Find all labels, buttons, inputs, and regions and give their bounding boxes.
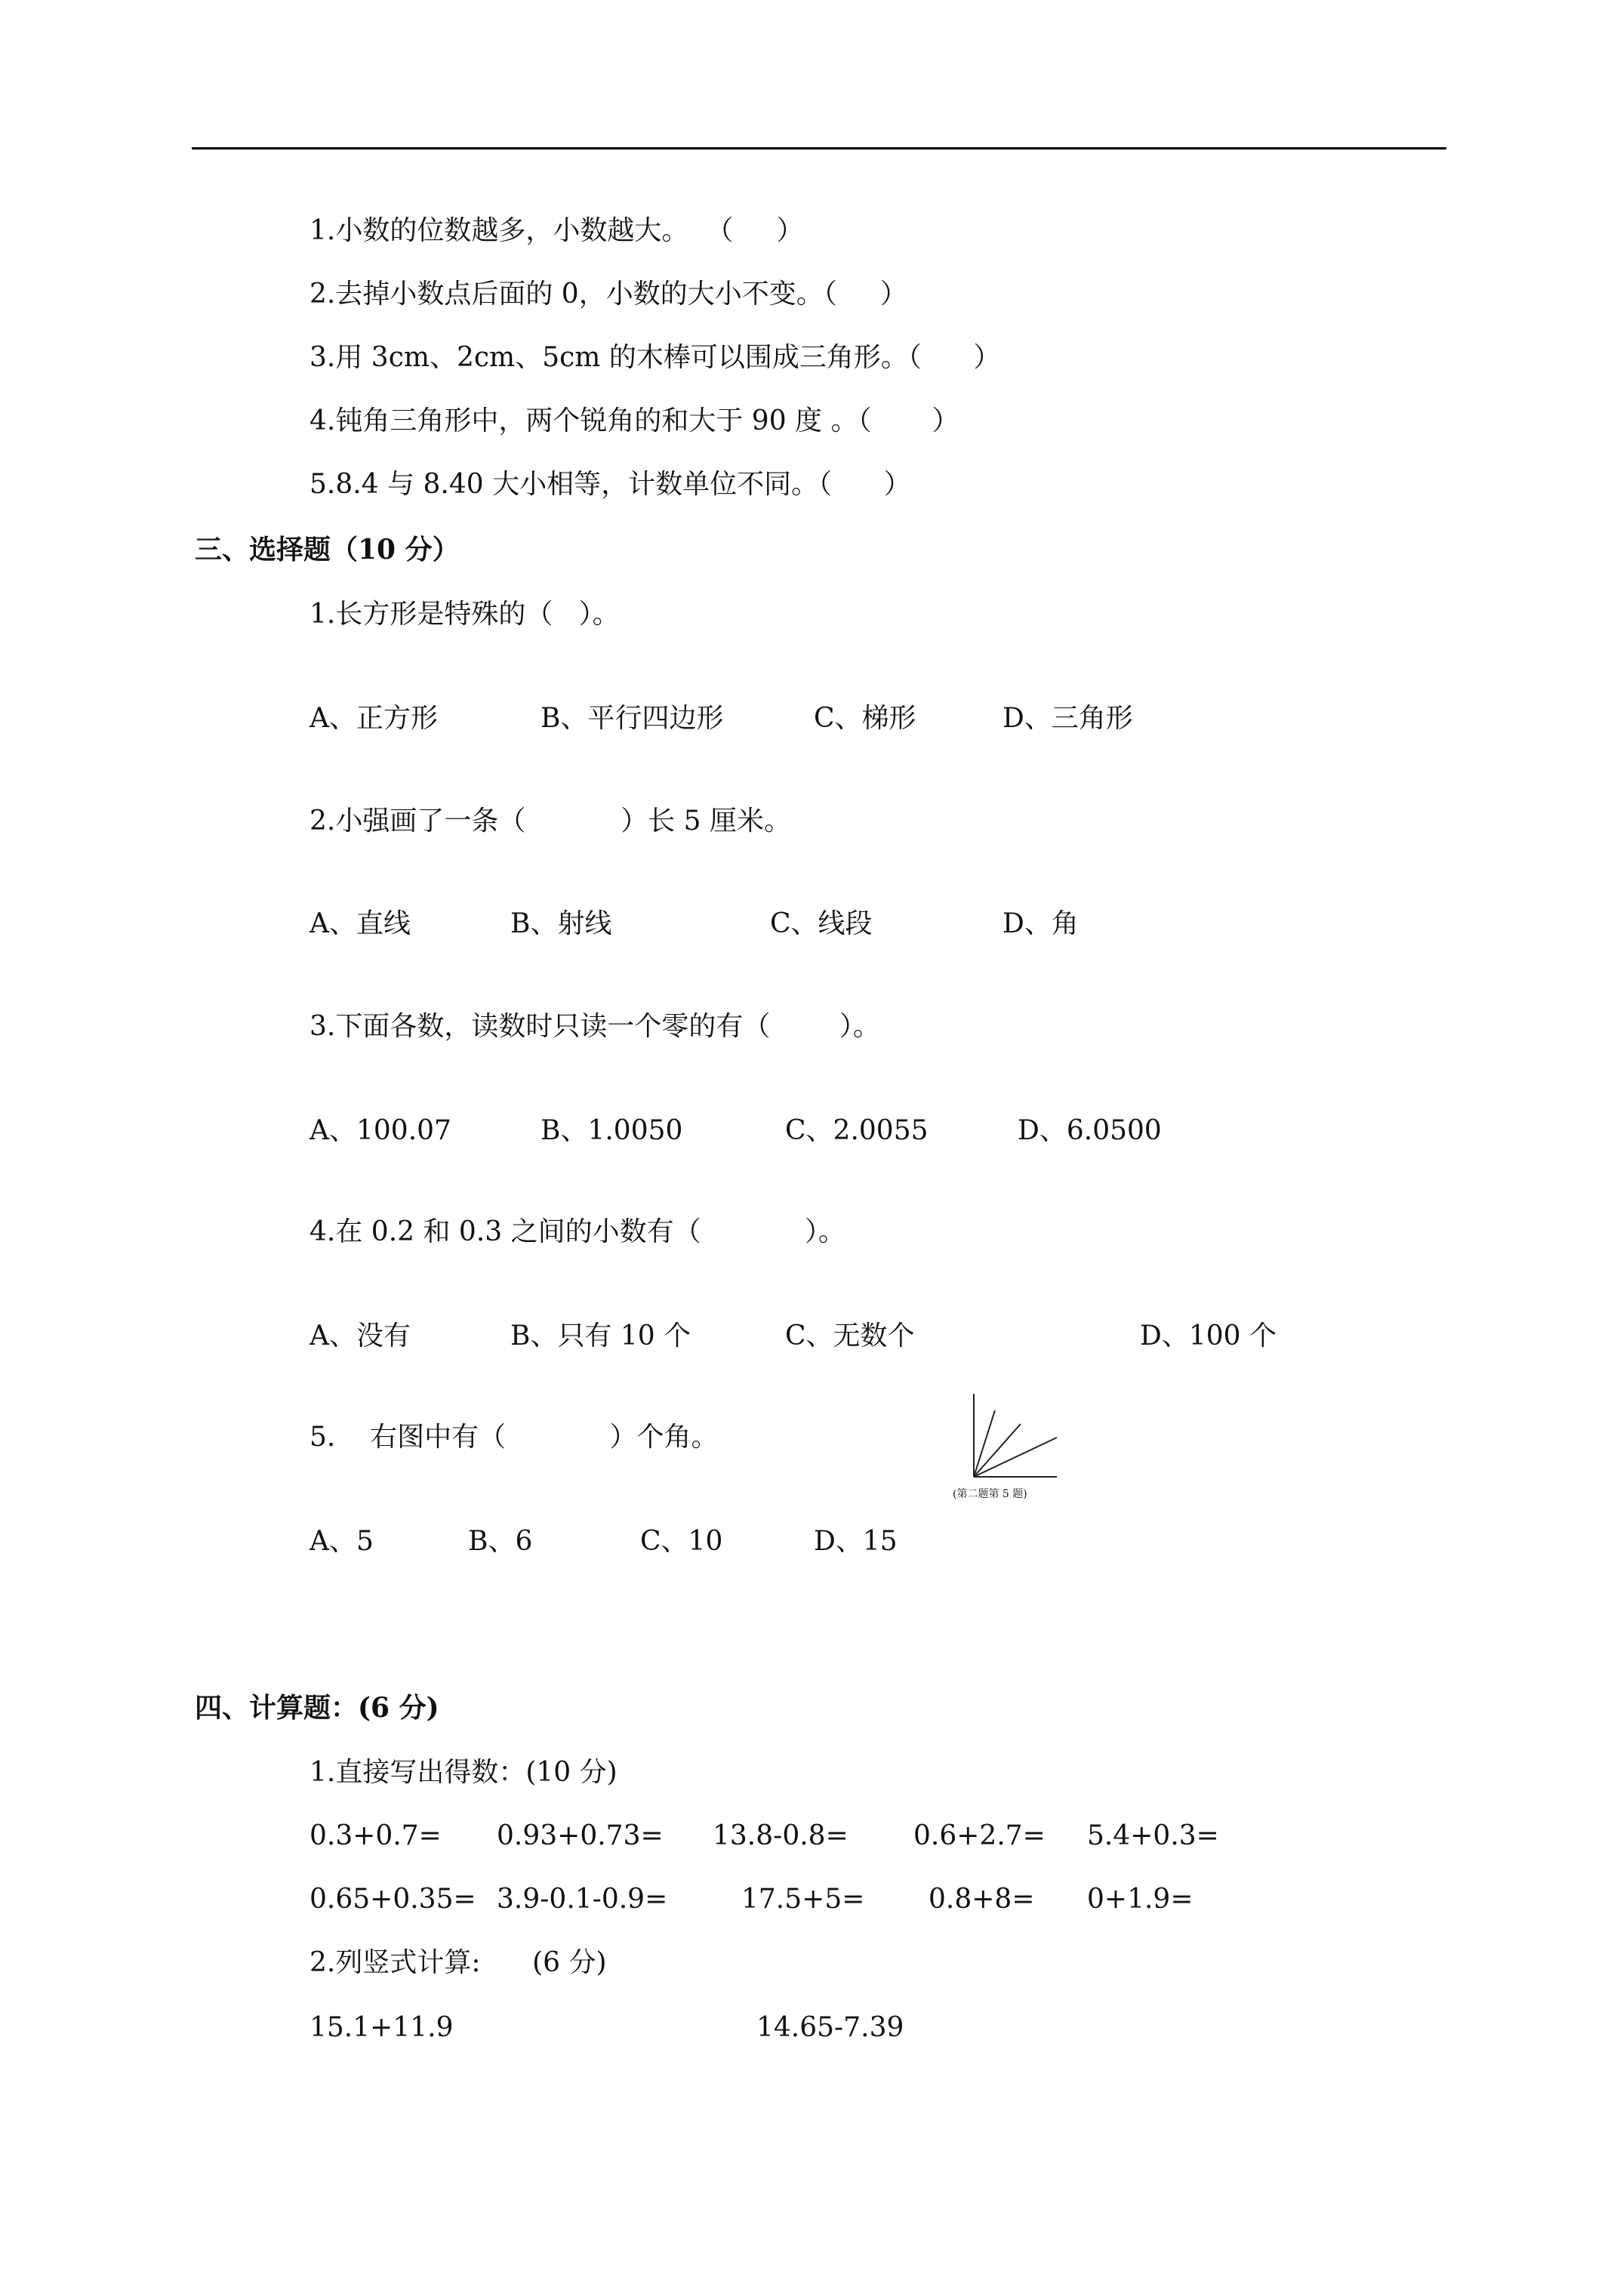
calc-vertical-item-2: 14.65-7.39 <box>756 2012 904 2043</box>
choice-q3-option-d: D、6.0500 <box>1018 1115 1162 1146</box>
choice-q2-stem: 2.小强画了一条（ ）长 5 厘米。 <box>310 806 792 837</box>
judgement-item-2: 2.去掉小数点后面的 0，小数的大小不变。（ ） <box>310 279 907 310</box>
choice-q5-option-b: B、6 <box>468 1526 533 1557</box>
choice-q4-stem: 4.在 0.2 和 0.3 之间的小数有（ ）。 <box>310 1216 845 1247</box>
choice-q3-option-c: C、2.0055 <box>785 1115 929 1146</box>
choice-q4-option-b: B、只有 10 个 <box>510 1321 691 1351</box>
calc-part1-stem: 1.直接写出得数：(10 分) <box>310 1757 617 1788</box>
calc-row1-item-2: 0.93+0.73= <box>497 1820 664 1851</box>
choice-q1-stem: 1.长方形是特殊的（ ）。 <box>310 599 620 630</box>
angle-ray-2 <box>974 1410 995 1477</box>
choice-q1-option-c: C、梯形 <box>814 703 916 734</box>
choice-q2-option-d: D、角 <box>1002 908 1079 939</box>
section-choice-title: 三、选择题（10 分） <box>195 534 460 566</box>
calc-row1-item-5: 5.4+0.3= <box>1087 1820 1219 1851</box>
choice-q3-option-b: B、1.0050 <box>540 1115 683 1146</box>
judgement-item-1: 1.小数的位数越多，小数越大。 （ ） <box>310 215 804 246</box>
choice-q5-option-c: C、10 <box>640 1526 723 1557</box>
choice-q5-option-a: A、5 <box>310 1526 374 1557</box>
choice-q4-option-c: C、无数个 <box>785 1321 915 1351</box>
choice-q3-stem: 3.下面各数，读数时只读一个零的有（ ）。 <box>310 1011 880 1042</box>
choice-q1-option-b: B、平行四边形 <box>540 703 724 734</box>
calc-row1-item-1: 0.3+0.7= <box>310 1820 442 1851</box>
choice-q5-option-d: D、15 <box>814 1526 898 1557</box>
choice-q3-option-a: A、100.07 <box>310 1115 451 1146</box>
choice-q4-option-a: A、没有 <box>310 1321 411 1351</box>
figure-caption: (第二题第 5 题) <box>953 1488 1027 1500</box>
section-calc-title: 四、计算题：(6 分) <box>195 1692 439 1724</box>
choice-q2-option-b: B、射线 <box>510 908 612 939</box>
calc-vertical-item-1: 15.1+11.9 <box>310 2012 454 2043</box>
calc-row2-item-3: 17.5+5= <box>741 1884 865 1915</box>
calc-row1-item-4: 0.6+2.7= <box>913 1820 1046 1851</box>
calc-row2-item-2: 3.9-0.1-0.9= <box>497 1884 668 1915</box>
header-rule <box>192 147 1446 149</box>
calc-row2-item-1: 0.65+0.35= <box>310 1884 476 1915</box>
choice-q2-option-c: C、线段 <box>770 908 873 939</box>
angle-ray-3 <box>974 1424 1021 1477</box>
choice-q5-stem: 5. 右图中有（ ）个角。 <box>310 1422 719 1453</box>
judgement-item-4: 4.钝角三角形中，两个锐角的和大于 90 度 。（ ） <box>310 405 959 436</box>
angle-ray-4 <box>974 1438 1057 1477</box>
choice-q2-option-a: A、直线 <box>310 908 411 939</box>
choice-q4-option-d: D、100 个 <box>1140 1321 1277 1351</box>
judgement-item-3: 3.用 3cm、2cm、5cm 的木棒可以围成三角形。（ ） <box>310 342 1001 373</box>
calc-row2-item-4: 0.8+8= <box>929 1884 1035 1915</box>
judgement-item-5: 5.8.4 与 8.40 大小相等，计数单位不同。（ ） <box>310 469 911 500</box>
choice-q1-option-a: A、正方形 <box>310 703 438 734</box>
calc-row2-item-5: 0+1.9= <box>1087 1884 1193 1915</box>
calc-row1-item-3: 13.8-0.8= <box>713 1820 848 1851</box>
calc-part2-stem: 2.列竖式计算: (6 分) <box>310 1947 607 1978</box>
choice-q1-option-d: D、三角形 <box>1002 703 1133 734</box>
